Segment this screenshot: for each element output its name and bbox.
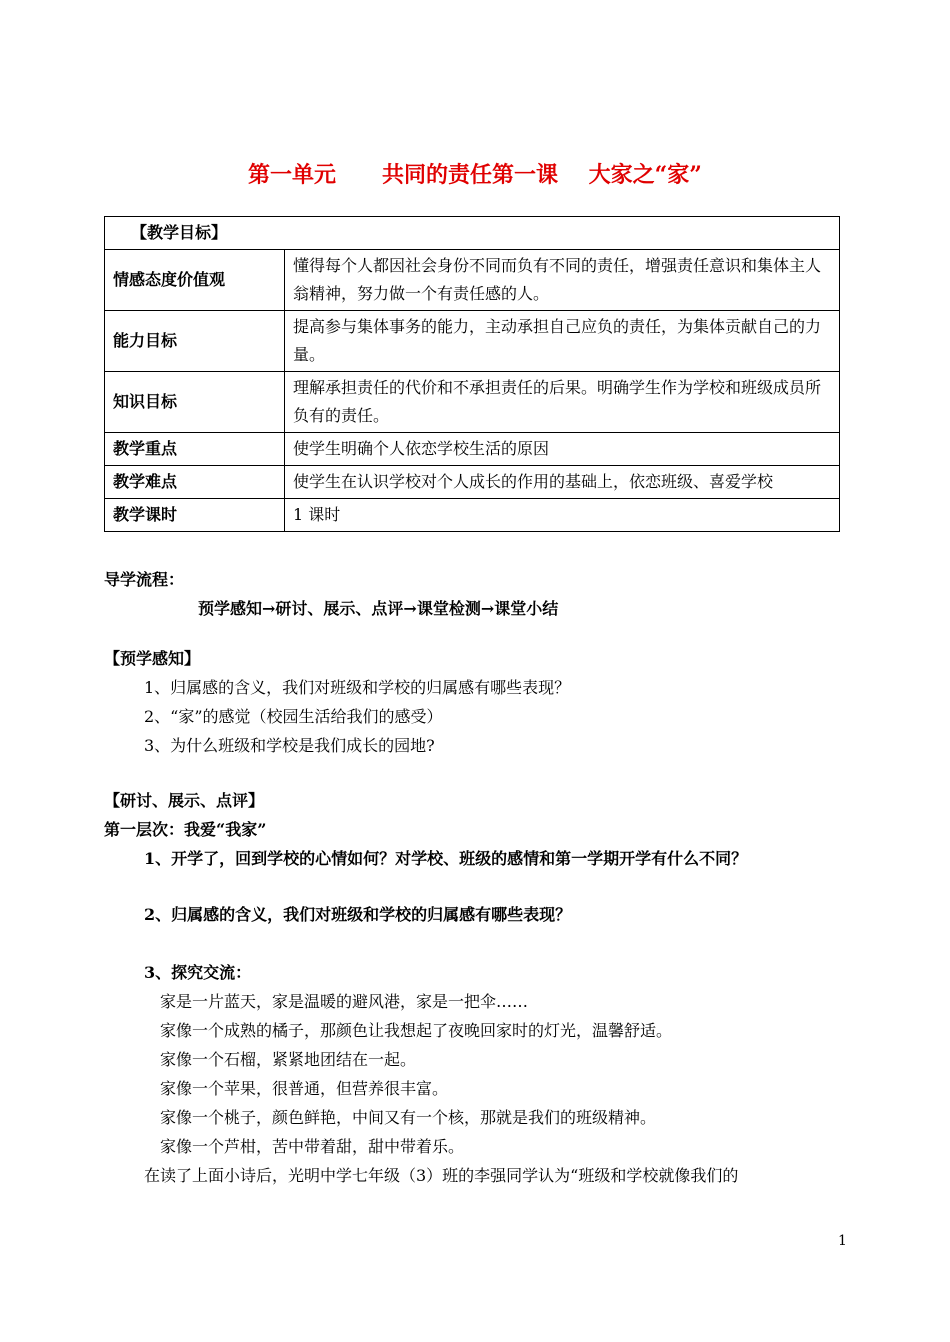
row-content: 使学生明确个人依恋学校生活的原因 (285, 433, 840, 466)
preview-item: 2、“家”的感觉（校园生活给我们的感受） (144, 707, 443, 726)
table-row (105, 372, 840, 433)
table-row (105, 499, 840, 532)
table-header: 【教学目标】 (105, 217, 840, 250)
row-content: 使学生在认识学校对个人成长的作用的基础上，依恋班级、喜爱学校 (285, 466, 840, 499)
preview-heading: 【预学感知】 (104, 649, 201, 668)
discussion-section (104, 786, 747, 873)
table-row (105, 250, 840, 311)
discussion-heading: 【研讨、展示、点评】 (104, 791, 265, 810)
poem-line: 家像一个石榴，紧紧地团结在一起。 (160, 1050, 417, 1069)
flow-heading: 导学流程： (104, 570, 185, 589)
level-heading: 第一层次：我爱“我家” (104, 820, 267, 839)
teaching-goals-table (104, 216, 840, 532)
row-label: 教学课时 (105, 499, 285, 532)
row-label: 能力目标 (105, 311, 285, 372)
poem-line: 家像一个成熟的橘子，那颜色让我想起了夜晚回家时的灯光，温馨舒适。 (160, 1021, 673, 1040)
row-label: 情感态度价值观 (105, 250, 285, 311)
row-content: 提高参与集体事务的能力，主动承担自己应负的责任，为集体贡献自己的力量。 (285, 311, 840, 372)
table-row (105, 466, 840, 499)
table-row (105, 311, 840, 372)
poem-line: 家像一个芦柑，苦中带着甜，甜中带着乐。 (160, 1137, 465, 1156)
question-2: 2、归属感的含义，我们对班级和学校的归属感有哪些表现？ (144, 905, 572, 924)
flow-steps: 预学感知→研讨、展示、点评→课堂检测→课堂小结 (198, 599, 559, 618)
poem-line: 家像一个桃子，颜色鲜艳，中间又有一个核，那就是我们的班级精神。 (160, 1108, 657, 1127)
exploration-section (104, 958, 738, 1190)
flow-section (104, 565, 558, 623)
row-label: 教学重点 (105, 433, 285, 466)
preview-section (104, 644, 570, 760)
closing-paragraph: 在读了上面小诗后，光明中学七年级（3）班的李强同学认为“班级和学校就像我们的 (144, 1166, 739, 1185)
preview-item: 1、归属感的含义，我们对班级和学校的归属感有哪些表现？ (144, 678, 571, 697)
row-label: 知识目标 (105, 372, 285, 433)
row-content: 1 课时 (285, 499, 840, 532)
poem-line: 家像一个苹果，很普通，但营养很丰富。 (160, 1079, 449, 1098)
table-row (105, 433, 840, 466)
preview-item: 3、为什么班级和学校是我们成长的园地? (144, 736, 435, 755)
row-content: 懂得每个人都因社会身份不同而负有不同的责任，增强责任意识和集体主人翁精神，努力做一个有责任感的人。 (285, 250, 840, 311)
row-content: 理解承担责任的代价和不承担责任的后果。明确学生作为学校和班级成员所负有的责任。 (285, 372, 840, 433)
table-header-row (105, 217, 840, 250)
question-1: 1、开学了，回到学校的心情如何？对学校、班级的感情和第一学期开学有什么不同？ (144, 849, 748, 868)
page-number: 1 (838, 1233, 847, 1249)
poem-line: 家是一片蓝天，家是温暖的避风港，家是一把伞…… (160, 992, 529, 1011)
question-3: 3、探究交流： (144, 963, 252, 982)
page-title: 第一单元 共同的责任第一课 大家之“家” (248, 162, 702, 188)
row-label: 教学难点 (105, 466, 285, 499)
